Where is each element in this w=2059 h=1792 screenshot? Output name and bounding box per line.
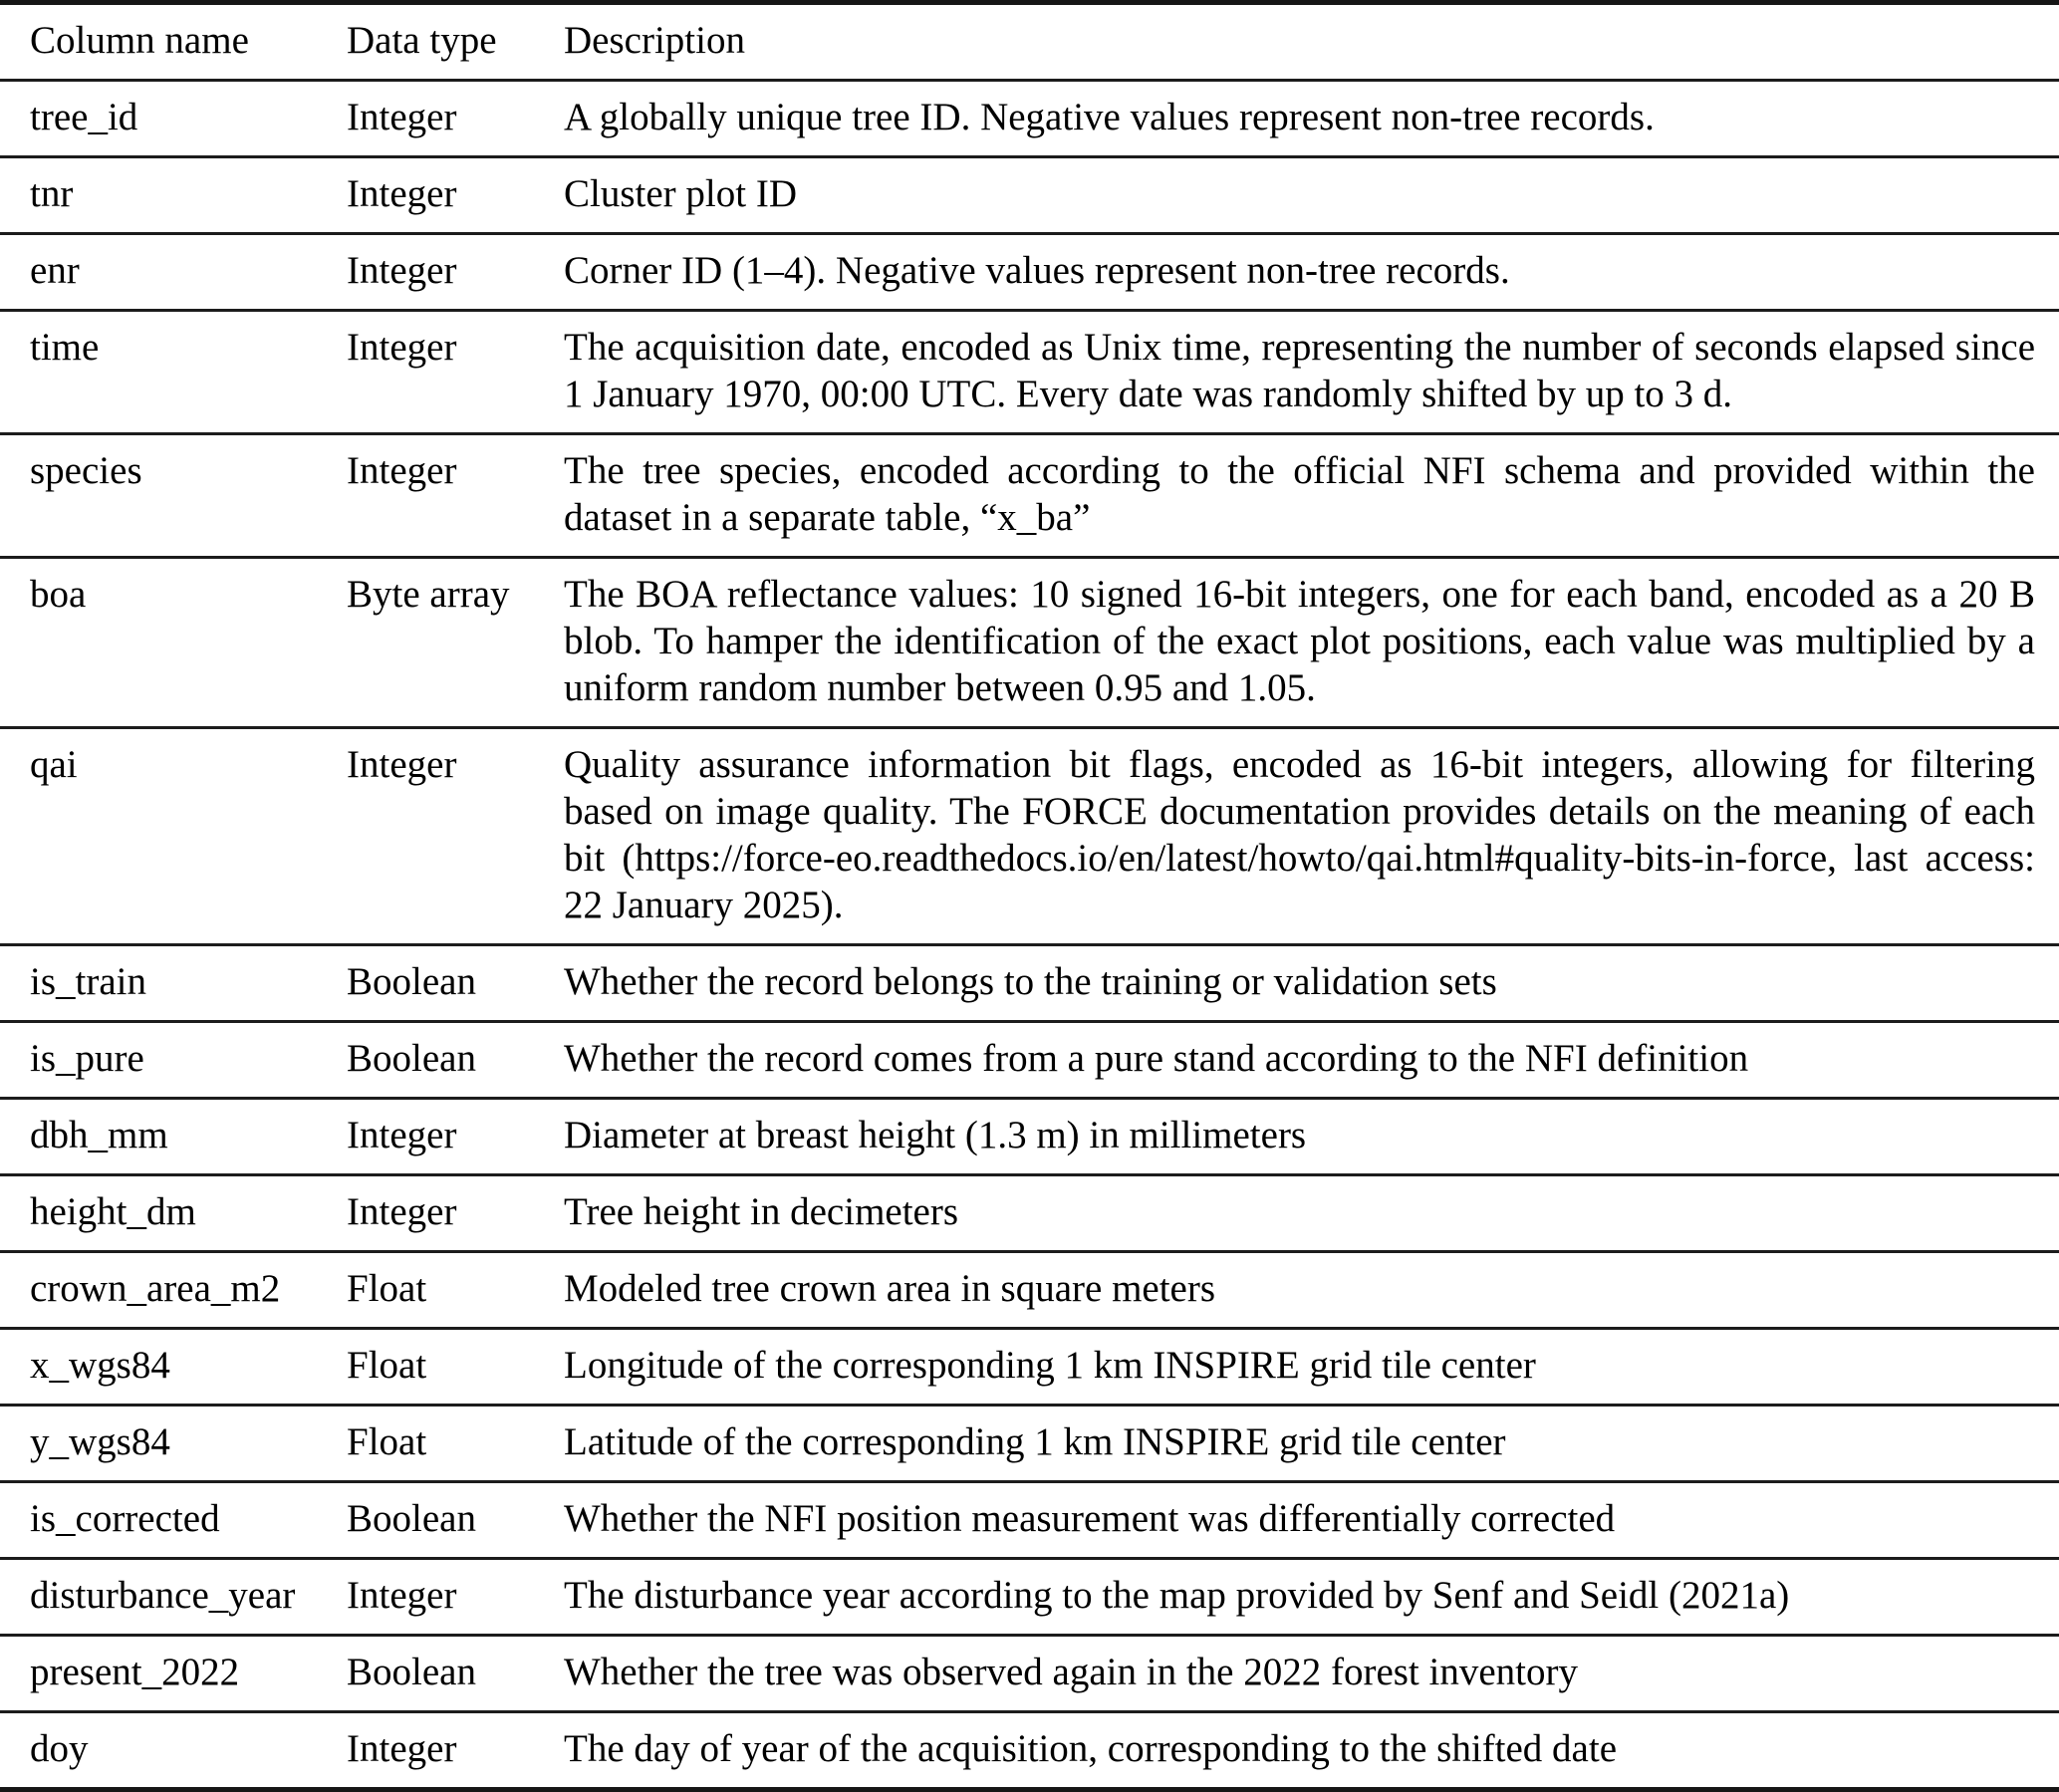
table-row: [0, 1712, 2059, 1790]
description-cell: Longitude of the corresponding 1 km INSPIRE grid tile center: [564, 1344, 1536, 1387]
data-type-cell: Boolean: [347, 1497, 476, 1540]
column-name-cell: time: [30, 326, 100, 369]
data-type-cell: Integer: [347, 743, 457, 786]
data-type-cell: Integer: [347, 96, 457, 138]
column-name-cell: present_2022: [30, 1651, 240, 1693]
data-type-cell: Boolean: [347, 960, 476, 1003]
description-cell: Whether the tree was observed again in the 2022 forest inventory: [564, 1651, 1578, 1693]
table-row: [0, 1022, 2059, 1099]
data-type-cell: Float: [347, 1420, 427, 1463]
data-type-cell: Integer: [347, 449, 457, 492]
column-header-type: Data type: [347, 19, 497, 62]
description-cell: The disturbance year according to the map provided by Senf and Seidl (2021a): [564, 1574, 1790, 1617]
data-type-cell: Integer: [347, 1574, 457, 1617]
table-header: [0, 3, 2059, 81]
description-cell: Whether the record comes from a pure stand according to the NFI definition: [564, 1037, 1749, 1080]
description-cell: A globally unique tree ID. Negative values represent non-tree records.: [564, 96, 1655, 138]
column-name-cell: height_dm: [30, 1190, 196, 1233]
column-name-cell: dbh_mm: [30, 1114, 168, 1156]
table-row: [0, 1559, 2059, 1636]
description-cell: The acquisition date, encoded as Unix time, representing the number of seconds elapsed since 1 January 1970, 00:00 UTC. Every date was randomly shifted by up to 3 d.: [564, 326, 2035, 415]
description-cell: The BOA reflectance values: 10 signed 16-bit integers, one for each band, encoded as a 20 B blob. To hamper the identification of the exact plot positions, each value was multiplied by a uniform random number between 0.95 and 1.05.: [564, 573, 2035, 709]
column-name-cell: doy: [30, 1727, 89, 1770]
column-name-cell: disturbance_year: [30, 1574, 296, 1617]
header-row: [0, 3, 2059, 81]
description-cell: Tree height in decimeters: [564, 1190, 959, 1233]
column-header-description: Description: [564, 19, 745, 62]
data-type-cell: Integer: [347, 1190, 457, 1233]
description-cell: Cluster plot ID: [564, 172, 797, 215]
column-name-cell: tnr: [30, 172, 74, 215]
data-type-cell: Integer: [347, 172, 457, 215]
column-name-cell: is_pure: [30, 1037, 144, 1080]
data-type-cell: Float: [347, 1267, 427, 1310]
description-cell: Quality assurance information bit flags, encoded as 16-bit integers, allowing for filtering based on image quality. The FORCE documentation provides details on the meaning of each bit (https://force-eo.readthedocs.io/en/latest/howto/qai.html#quality-bits-in-force, last access: 22 January 2025).: [564, 743, 2035, 926]
table-row: [0, 1252, 2059, 1329]
table-row: [0, 1329, 2059, 1406]
data-type-cell: Byte array: [347, 573, 510, 616]
column-name-cell: enr: [30, 249, 80, 292]
table-row: [0, 81, 2059, 157]
data-type-cell: Integer: [347, 249, 457, 292]
data-type-cell: Float: [347, 1344, 427, 1387]
column-name-cell: species: [30, 449, 142, 492]
description-cell: Corner ID (1–4). Negative values represent non-tree records.: [564, 249, 1510, 292]
column-name-cell: crown_area_m2: [30, 1267, 281, 1310]
description-cell: Whether the record belongs to the training or validation sets: [564, 960, 1497, 1003]
table-row: [0, 157, 2059, 234]
table-row: [0, 1636, 2059, 1712]
table-row: [0, 234, 2059, 311]
table-row: [0, 311, 2059, 434]
table-row: [0, 1406, 2059, 1482]
description-cell: Whether the NFI position measurement was differentially corrected: [564, 1497, 1616, 1540]
table-row: [0, 434, 2059, 558]
description-cell: Modeled tree crown area in square meters: [564, 1267, 1216, 1310]
table-body: [0, 81, 2059, 1790]
table-row: [0, 1482, 2059, 1559]
table-row: [0, 1099, 2059, 1175]
data-type-cell: Boolean: [347, 1037, 476, 1080]
data-type-cell: Integer: [347, 1114, 457, 1156]
column-header-name: Column name: [30, 19, 249, 62]
column-name-cell: qai: [30, 743, 78, 786]
data-type-cell: Integer: [347, 326, 457, 369]
column-name-cell: tree_id: [30, 96, 138, 138]
column-name-cell: x_wgs84: [30, 1344, 170, 1387]
description-cell: Latitude of the corresponding 1 km INSPIRE grid tile center: [564, 1420, 1506, 1463]
column-name-cell: y_wgs84: [30, 1420, 170, 1463]
description-cell: The day of year of the acquisition, corresponding to the shifted date: [564, 1727, 1617, 1770]
table-row: [0, 1175, 2059, 1252]
column-name-cell: boa: [30, 573, 87, 616]
column-name-cell: is_train: [30, 960, 146, 1003]
description-cell: The tree species, encoded according to the official NFI schema and provided within the dataset in a separate table, “x_ba”: [564, 449, 2035, 539]
table-row: [0, 945, 2059, 1022]
table-row: [0, 728, 2059, 945]
description-cell: Diameter at breast height (1.3 m) in millimeters: [564, 1114, 1307, 1156]
column-name-cell: is_corrected: [30, 1497, 220, 1540]
data-type-cell: Integer: [347, 1727, 457, 1770]
table-row: [0, 558, 2059, 728]
data-type-cell: Boolean: [347, 1651, 476, 1693]
